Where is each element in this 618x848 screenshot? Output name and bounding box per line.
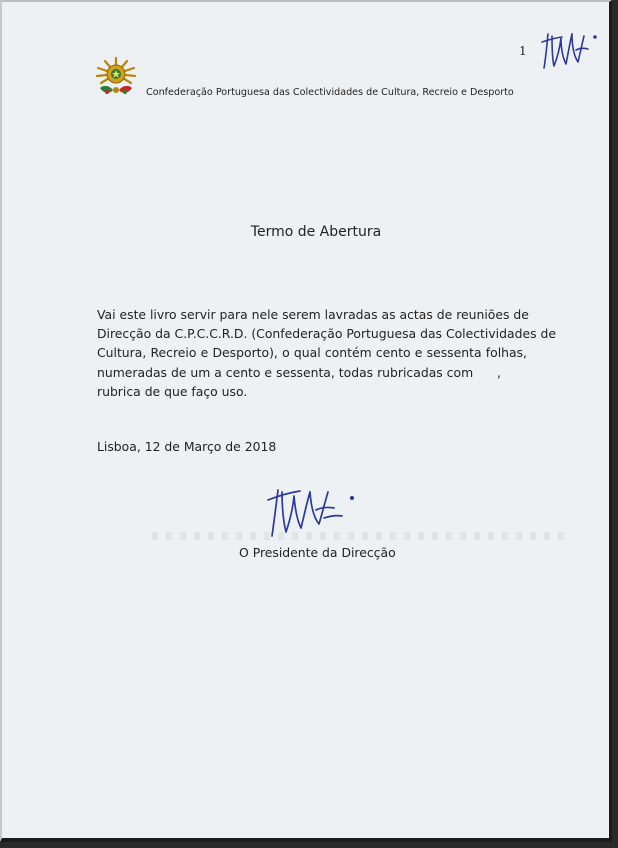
body-line: Cultura, Recreio e Desporto), o qual contém cento e sessenta folhas, — [97, 345, 527, 361]
body-line: Vai este livro servir para nele serem lavradas as actas de reuniões de — [97, 307, 529, 322]
body-line: rubrica de que faço uso. — [97, 383, 248, 399]
document-body — [97, 305, 556, 401]
show-through-text — [152, 532, 572, 540]
document-title: Termo de Abertura — [250, 224, 382, 240]
body-line: Direcção da C.P.C.C.R.D. (Confederação Portuguesa das Colectividades de — [97, 326, 556, 342]
place-and-date: Lisboa, 12 de Março de 2018 — [97, 439, 277, 454]
body-line-comma: , — [497, 364, 501, 380]
header-organization-name: Confederação Portuguesa das Colectividades de Cultura, Recreio e Desporto — [146, 87, 514, 98]
body-line — [97, 363, 527, 382]
rubric-signature — [538, 28, 600, 72]
organization-emblem-icon — [86, 56, 146, 98]
body-line-text: numeradas de um a cento e sessenta, todas rubricadas com — [97, 364, 474, 380]
president-signature — [264, 480, 360, 540]
signer-role: O Presidente da Direcção — [239, 545, 396, 560]
page-number: 1 — [519, 44, 527, 58]
